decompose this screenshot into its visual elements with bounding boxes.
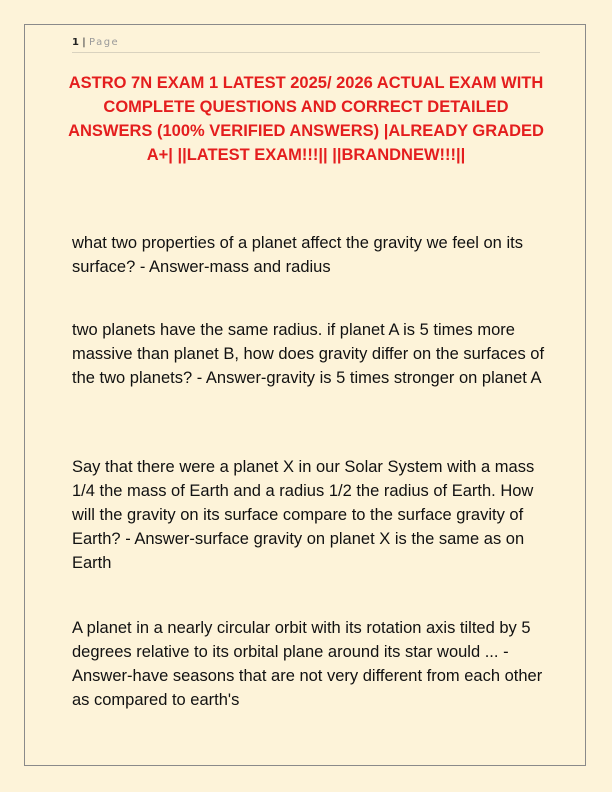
qa-item-2: two planets have the same radius. if planet A is 5 times more massive than planet B, how does gravity differ on the surfaces of the two planets? - Answer-gravity is 5 times stronger on planet A bbox=[72, 321, 545, 387]
page-word: Page bbox=[89, 37, 120, 48]
document-title: ASTRO 7N EXAM 1 LATEST 2025/ 2026 ACTUAL EXAM WITH COMPLETE QUESTIONS AND CORRECT DETAILED ANSWERS (100% VERIFIED ANSWERS) |ALREADY GRADED A+| ||LATEST EXAM!!!|| ||BRANDNEW!!!|| bbox=[68, 74, 544, 164]
qa-item-3: Say that there were a planet X in our Solar System with a mass 1/4 the mass of Earth and a radius 1/2 the radius of Earth. How will the gravity on its surface compare to the surface gravity of Earth? - Answer-surface gravity on planet X is the same as on Earth bbox=[72, 458, 535, 572]
qa-item-1: what two properties of a planet affect the gravity we feel on its surface? - Answer-mass and radius bbox=[72, 234, 523, 276]
page-header bbox=[72, 36, 540, 53]
page-separator: | bbox=[82, 37, 86, 48]
page-number: 1 bbox=[72, 37, 79, 48]
qa-item-4: A planet in a nearly circular orbit with its rotation axis tilted by 5 degrees relative to its orbital plane around its star would ... - Answer-have seasons that are not very different from each other as compared to earth's bbox=[72, 619, 543, 709]
